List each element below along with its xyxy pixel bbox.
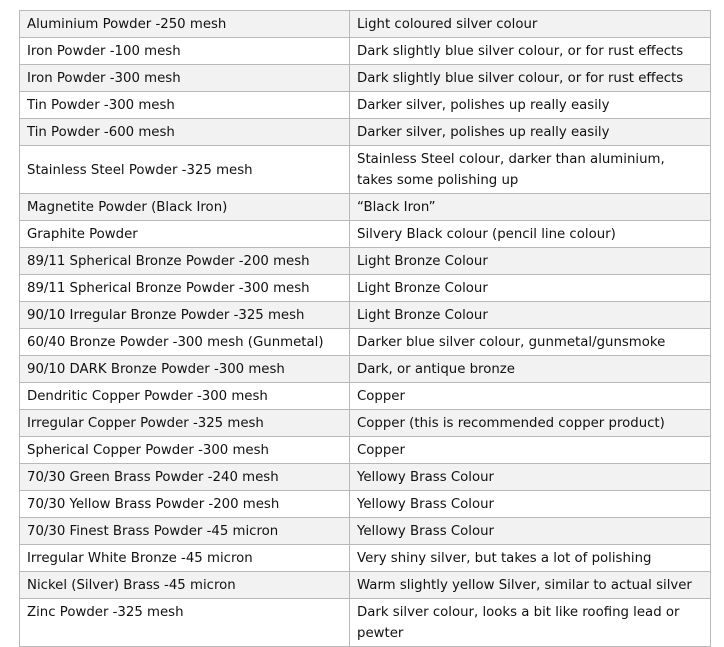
- colour-description-cell: Dark, or antique bronze: [350, 356, 711, 383]
- product-name-cell: Irregular White Bronze -45 micron: [20, 545, 350, 572]
- colour-description-cell: Copper: [350, 383, 711, 410]
- product-name-cell: Graphite Powder: [20, 221, 350, 248]
- table-row: [20, 356, 711, 383]
- colour-description-cell: Yellowy Brass Colour: [350, 464, 711, 491]
- product-name-cell: Stainless Steel Powder -325 mesh: [20, 146, 350, 194]
- colour-description-cell: “Black Iron”: [350, 194, 711, 221]
- colour-description-cell: Darker silver, polishes up really easily: [350, 119, 711, 146]
- colour-description-cell: Light Bronze Colour: [350, 302, 711, 329]
- colour-description-cell: Dark slightly blue silver colour, or for rust effects: [350, 65, 711, 92]
- product-name-cell: Aluminium Powder -250 mesh: [20, 11, 350, 38]
- colour-description-cell: Light coloured silver colour: [350, 11, 711, 38]
- colour-description-cell: Warm slightly yellow Silver, similar to actual silver: [350, 572, 711, 599]
- product-name-cell: Spherical Copper Powder -300 mesh: [20, 437, 350, 464]
- table-row: [20, 572, 711, 599]
- table-row: [20, 437, 711, 464]
- product-name-cell: 89/11 Spherical Bronze Powder -300 mesh: [20, 275, 350, 302]
- colour-description-cell: Silvery Black colour (pencil line colour): [350, 221, 711, 248]
- product-name-cell: 70/30 Yellow Brass Powder -200 mesh: [20, 491, 350, 518]
- product-name-cell: Irregular Copper Powder -325 mesh: [20, 410, 350, 437]
- table-row: [20, 221, 711, 248]
- table-row: [20, 599, 711, 647]
- metal-powder-table: [19, 10, 711, 647]
- product-name-cell: Nickel (Silver) Brass -45 micron: [20, 572, 350, 599]
- product-name-cell: 90/10 Irregular Bronze Powder -325 mesh: [20, 302, 350, 329]
- colour-description-cell: Darker silver, polishes up really easily: [350, 92, 711, 119]
- table-row: [20, 275, 711, 302]
- product-name-cell: Dendritic Copper Powder -300 mesh: [20, 383, 350, 410]
- product-name-cell: Tin Powder -300 mesh: [20, 92, 350, 119]
- product-name-cell: Iron Powder -300 mesh: [20, 65, 350, 92]
- product-name-cell: Magnetite Powder (Black Iron): [20, 194, 350, 221]
- table-row: [20, 329, 711, 356]
- colour-description-cell: Copper (this is recommended copper product): [350, 410, 711, 437]
- table-body: [20, 11, 711, 647]
- product-name-cell: Tin Powder -600 mesh: [20, 119, 350, 146]
- table-row: [20, 410, 711, 437]
- product-name-cell: Iron Powder -100 mesh: [20, 38, 350, 65]
- table-row: [20, 464, 711, 491]
- colour-description-cell: Darker blue silver colour, gunmetal/gunsmoke: [350, 329, 711, 356]
- table-row: [20, 383, 711, 410]
- colour-description-cell: Stainless Steel colour, darker than aluminium, takes some polishing up: [350, 146, 711, 194]
- product-name-cell: 60/40 Bronze Powder -300 mesh (Gunmetal): [20, 329, 350, 356]
- colour-description-cell: Yellowy Brass Colour: [350, 518, 711, 545]
- product-name-cell: 70/30 Green Brass Powder -240 mesh: [20, 464, 350, 491]
- table-row: [20, 92, 711, 119]
- colour-description-cell: Light Bronze Colour: [350, 248, 711, 275]
- product-name-cell: 70/30 Finest Brass Powder -45 micron: [20, 518, 350, 545]
- product-name-cell: 90/10 DARK Bronze Powder -300 mesh: [20, 356, 350, 383]
- table-row: [20, 491, 711, 518]
- table-row: [20, 119, 711, 146]
- table-row: [20, 194, 711, 221]
- table-row: [20, 518, 711, 545]
- colour-description-cell: Very shiny silver, but takes a lot of polishing: [350, 545, 711, 572]
- table-row: [20, 302, 711, 329]
- table-row: [20, 11, 711, 38]
- table-row: [20, 146, 711, 194]
- product-name-cell: 89/11 Spherical Bronze Powder -200 mesh: [20, 248, 350, 275]
- colour-description-cell: Copper: [350, 437, 711, 464]
- table-row: [20, 65, 711, 92]
- table-row: [20, 38, 711, 65]
- table-row: [20, 248, 711, 275]
- table-row: [20, 545, 711, 572]
- colour-description-cell: Dark slightly blue silver colour, or for rust effects: [350, 38, 711, 65]
- colour-description-cell: Yellowy Brass Colour: [350, 491, 711, 518]
- colour-description-cell: Light Bronze Colour: [350, 275, 711, 302]
- colour-description-cell: Dark silver colour, looks a bit like roofing lead or pewter: [350, 599, 711, 647]
- product-name-cell: Zinc Powder -325 mesh: [20, 599, 350, 647]
